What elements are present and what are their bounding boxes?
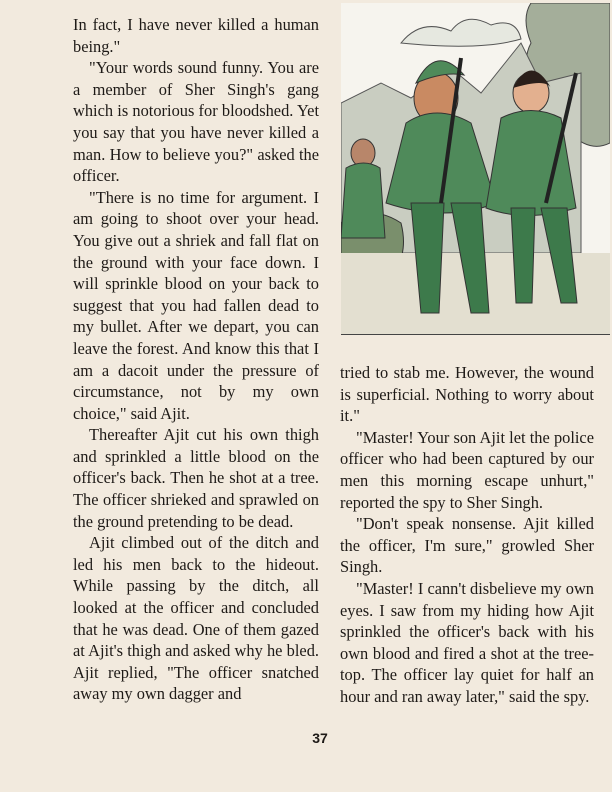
paragraph: In fact, I have never killed a human being." [73, 15, 319, 56]
paragraph: tried to stab me. However, the wound is superficial. Nothing to worry about it." [340, 363, 594, 426]
page-number: 37 [312, 730, 328, 746]
paragraph: "Don't speak nonsense. Ajit killed the officer, I'm sure," growled Sher Singh. [340, 514, 594, 577]
paragraph: Thereafter Ajit cut his own thigh and sprinkled a little blood on the officer's back. Then he shot at a tree. The officer shrieked and sprawled on the ground pretending to be dead. [73, 425, 319, 531]
illustration-drawing [341, 3, 610, 334]
paragraph: "There is no time for argument. I am going to shoot over your head. You give out a shriek and fall flat on the ground with your face down. I will sprinkle blood on your back to suggest that you had fallen dead to my bullet. After we depart, you can leave the forest. And know this that I am a dacoit under the pressure of circumstance, not by my own choice," said Ajit. [73, 187, 319, 423]
paragraph: "Master! I cann't disbelieve my own eyes. I saw from my hiding how Ajit sprinkled the officer's back with his own blood and fired a shot at the tree-top. The officer lay quiet for half an hour and ran away later," said the spy. [340, 578, 594, 706]
paragraph: Ajit climbed out of the ditch and led his men back to the hideout. While passing by the ditch, all looked at the officer and concluded that he was dead. One of them gazed at Ajit's thigh and asked why he bled. Ajit replied, "The officer snatched away my own dagger and [73, 533, 319, 704]
left-text-column [73, 14, 319, 705]
right-text-column [340, 362, 594, 708]
story-illustration [341, 3, 610, 335]
paragraph: "Your words sound funny. You are a member of Sher Singh's gang which is notorious for bloodshed. Yet you say that you have never killed a man. How to believe you?" asked the officer. [73, 58, 319, 186]
paragraph: "Master! Your son Ajit let the police officer who had been captured by our men this morning escape unhurt," reported the spy to Sher Singh. [340, 427, 594, 512]
